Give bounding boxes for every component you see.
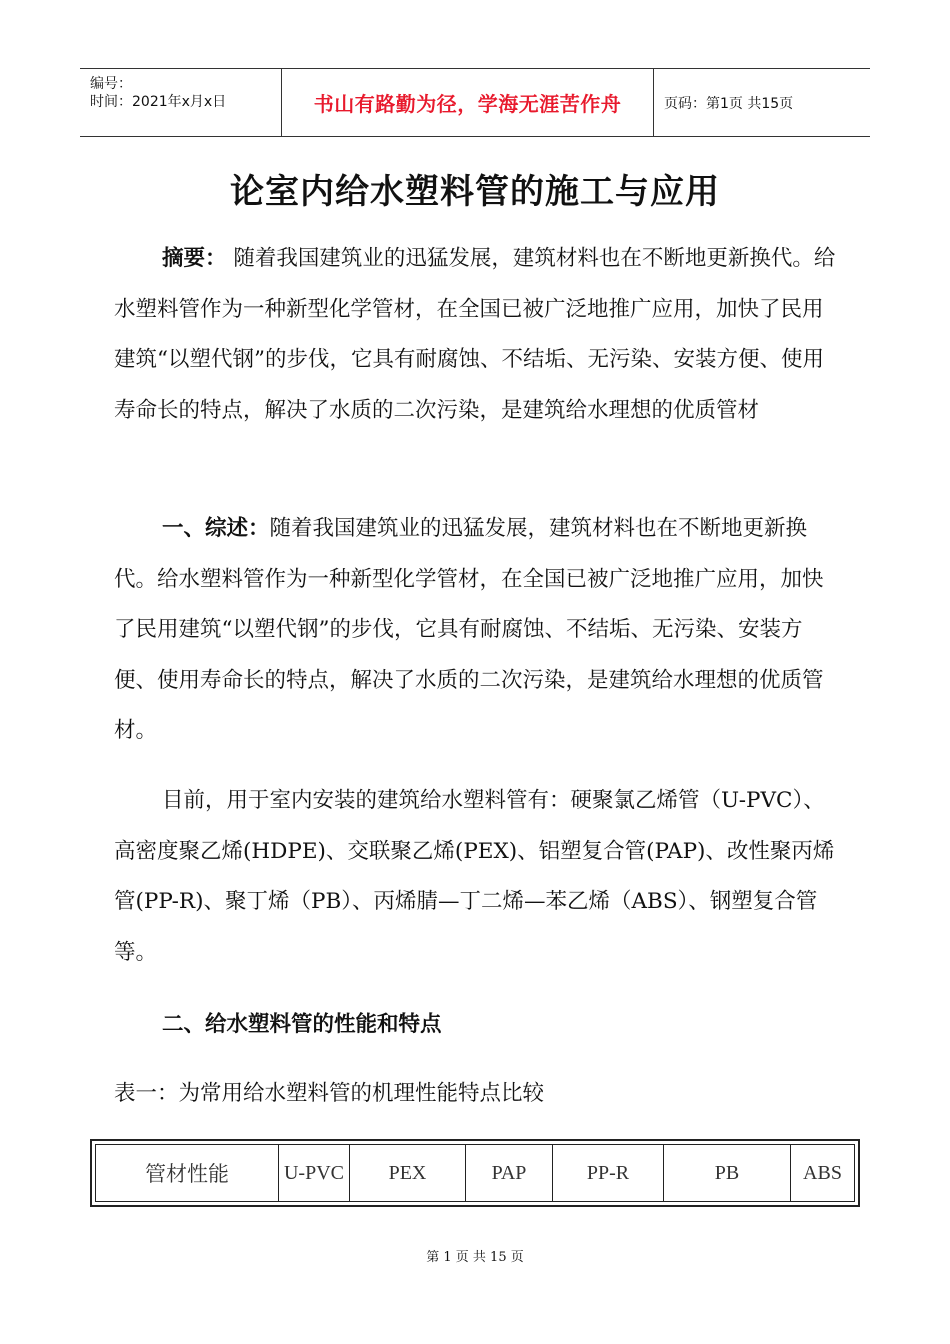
table-header-cell: PP-R	[553, 1145, 664, 1201]
overview-text: 随着我国建筑业的迅猛发展，建筑材料也在不断地更新换代。给水塑料管作为一种新型化学管材，在全国已被广泛地推广应用，加快了民用建筑“以塑代钢”的步伐，它具有耐腐蚀、不结垢、无污染、安装方便、使用寿命长的特点，解决了水质的二次污染，是建筑给水理想的优质管材。	[114, 516, 824, 743]
section2-heading: 二、给水塑料管的性能和特点	[162, 1012, 442, 1037]
abstract-text: 随着我国建筑业的迅猛发展，建筑材料也在不断地更新换代。给水塑料管作为一种新型化学管材，在全国已被广泛地推广应用，加快了民用建筑“以塑代钢”的步伐，它具有耐腐蚀、不结垢、无污染、安装方便、使用寿命长的特点，解决了水质的二次污染，是建筑给水理想的优质管材	[114, 246, 836, 423]
table-header-cell: ABS	[803, 1161, 842, 1184]
document-title: 论室内给水塑料管的施工与应用	[230, 172, 720, 212]
header-doc-info	[80, 69, 282, 136]
pipe-types-text: 目前，用于室内安装的建筑给水塑料管有：硬聚氯乙烯管（U-PVC）、高密度聚乙烯(HDPE)、交联聚乙烯(PEX)、铝塑复合管(PAP)、改性聚丙烯管(PP-R)、聚丁烯（PB）、丙烯腈—丁二烯—苯乙烯（ABS）、钢塑复合管等。	[114, 788, 835, 965]
abstract-paragraph	[114, 234, 844, 436]
table-caption: 表一：为常用给水塑料管的机理性能特点比较	[114, 1081, 545, 1106]
page-footer: 第 1 页 共 15 页	[426, 1250, 524, 1265]
table-header-cell: PAP	[466, 1145, 553, 1201]
header-motto: 书山有路勤为径，学海无涯苦作舟	[313, 92, 622, 116]
doc-number-label: 编号：	[90, 76, 132, 92]
doc-time-label: 时间：2021年x月x日	[90, 94, 227, 110]
pipe-types-paragraph	[114, 776, 844, 978]
table-header-cell: 管材性能	[96, 1145, 279, 1201]
header-page-info: 页码：第1页 共15页	[664, 95, 794, 112]
page-header	[80, 68, 870, 137]
table-header-cell: U-PVC	[279, 1145, 350, 1201]
abstract-label: 摘要：	[162, 246, 227, 271]
overview-label: 一、综述：	[162, 516, 270, 541]
comparison-table	[90, 1139, 860, 1207]
table-header-cell: PB	[664, 1145, 791, 1201]
overview-paragraph	[114, 504, 844, 757]
table-header-cell: PEX	[350, 1145, 466, 1201]
table-header-row	[95, 1144, 855, 1202]
header-motto-cell	[282, 69, 654, 136]
